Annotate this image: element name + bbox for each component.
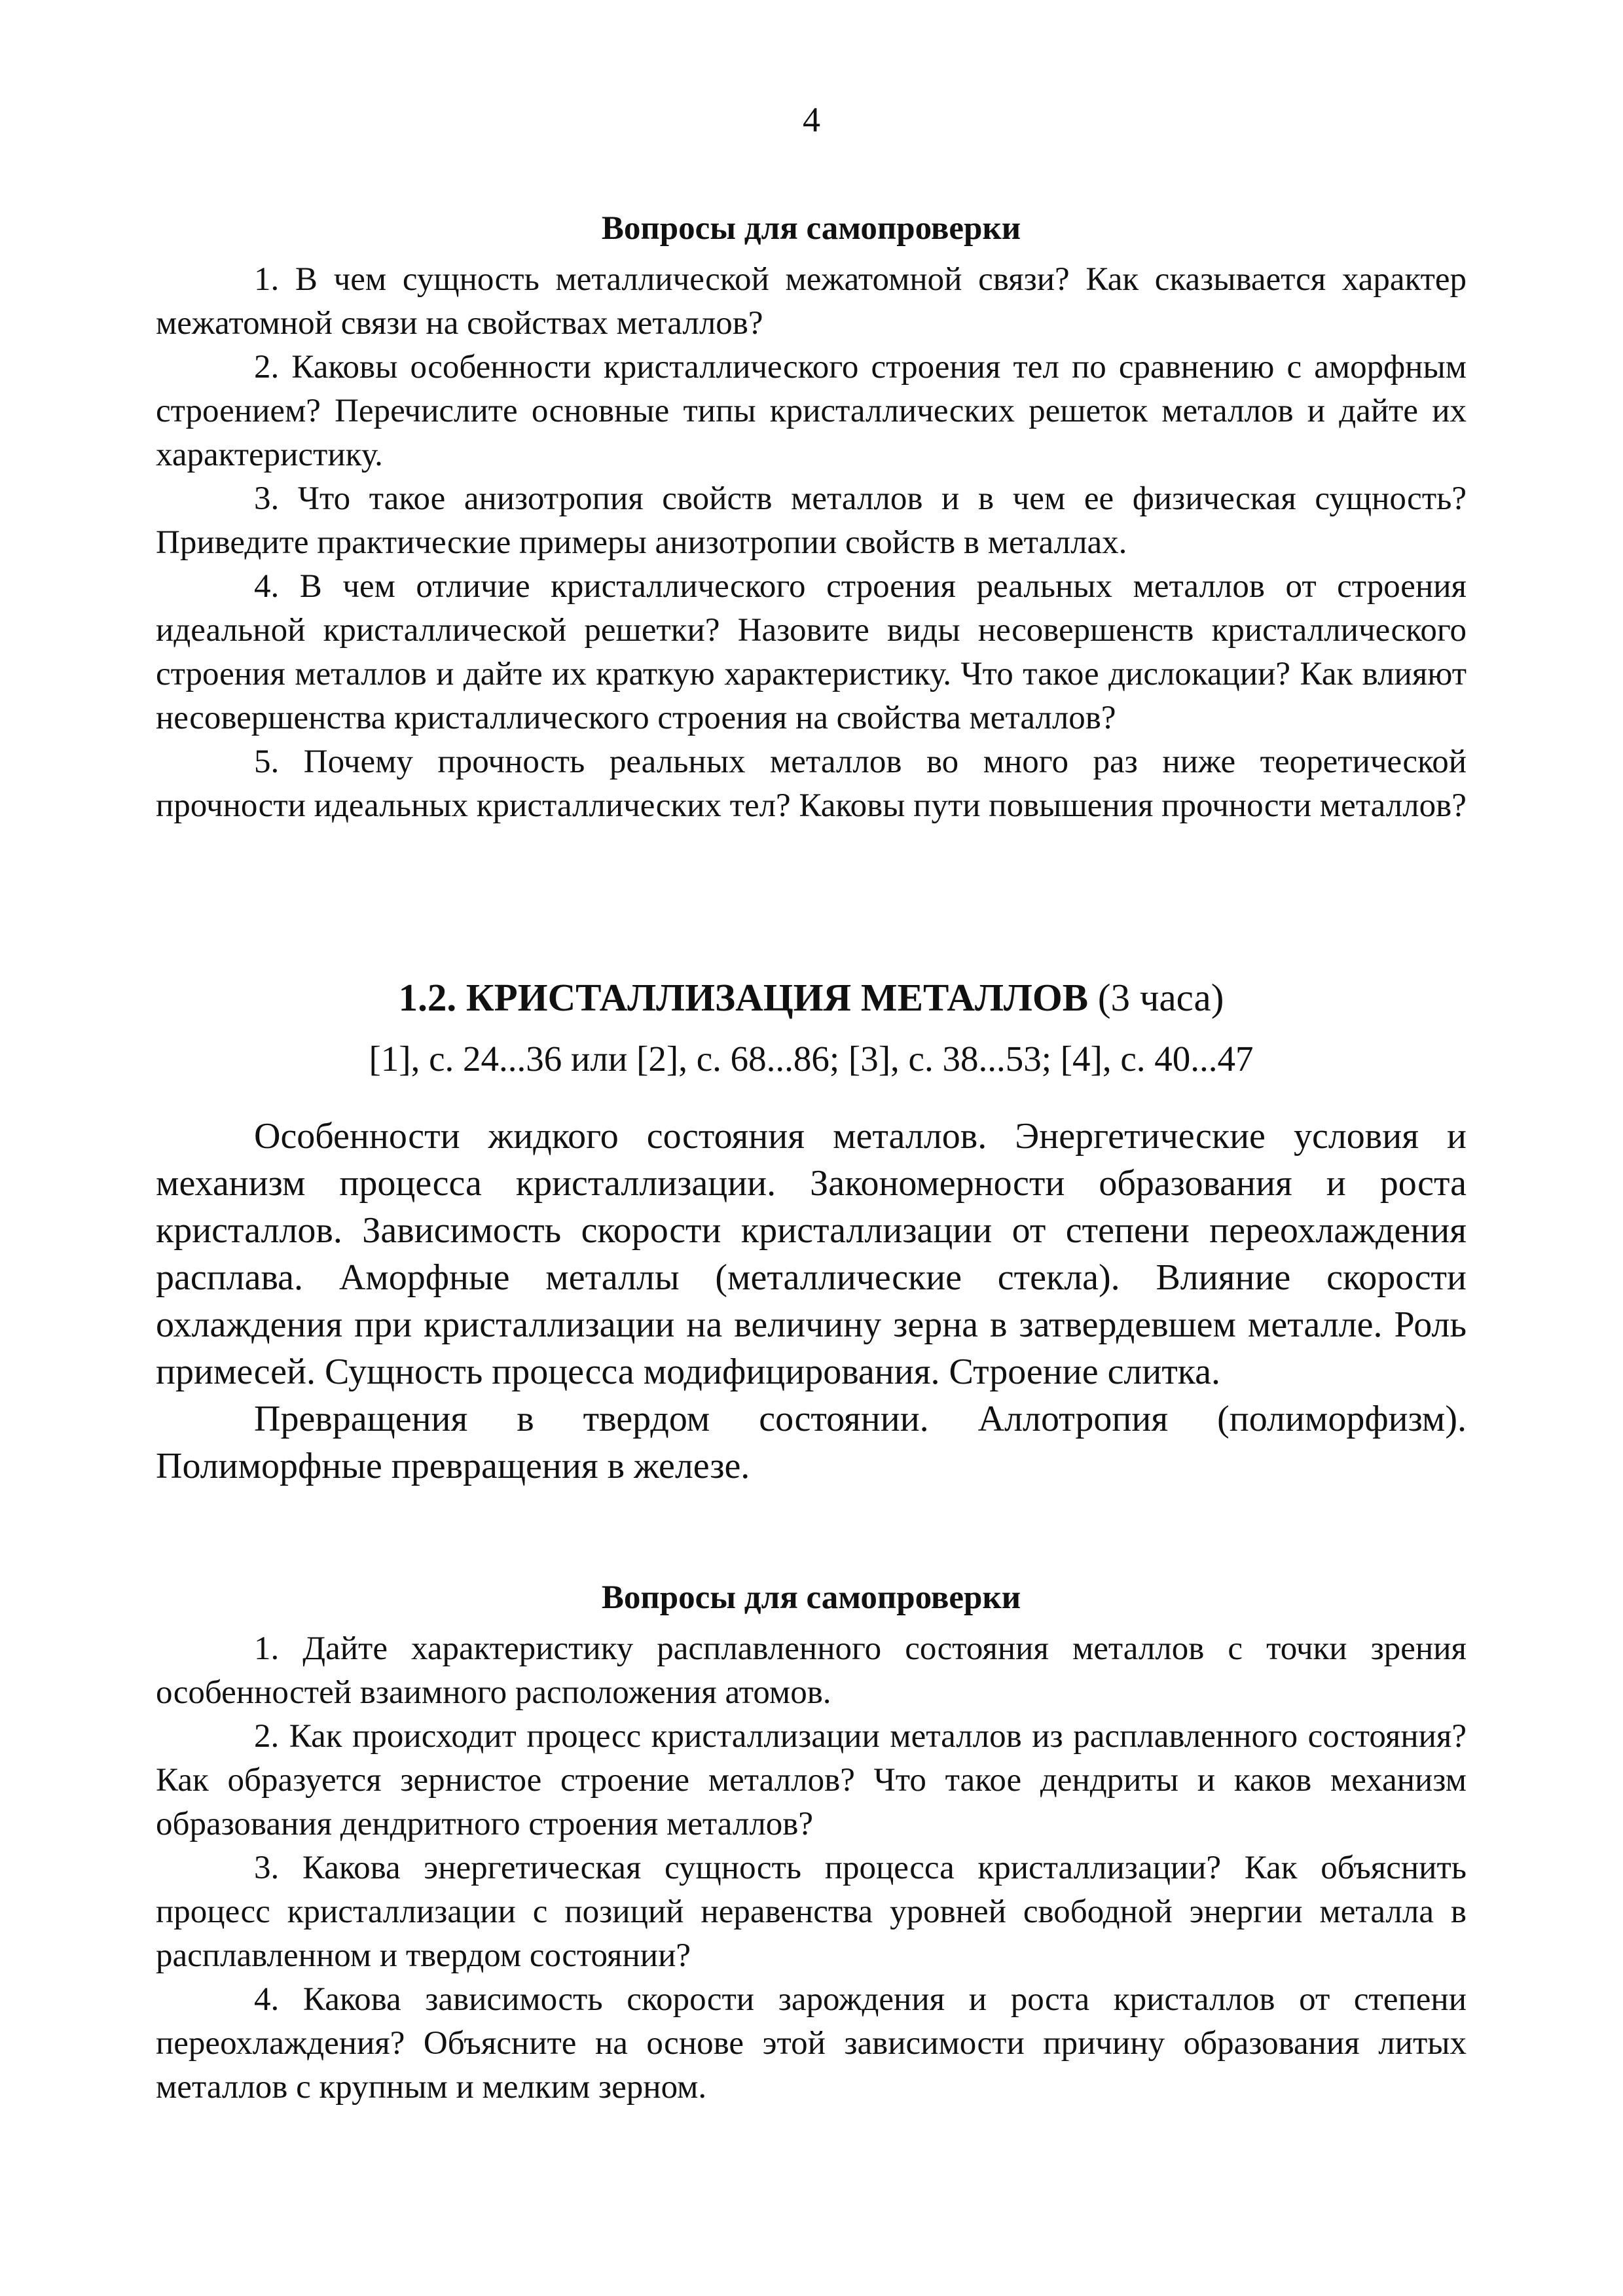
self-check-section-1: [156, 207, 1467, 828]
section-crystallization: [156, 973, 1467, 1490]
section-title: [156, 973, 1467, 1022]
body-paragraph: Особенности жидкого состояния металлов. Энергетические условия и механизм процесса кристаллизации. Закономерности образования и роста кристаллов. Зависимость скорости кристаллизации от степени переохлаждения расплава. Аморфные металлы (металлические стекла). Влияние скорости охлаждения при кристаллизации на величину зерна в затвердевшем металле. Роль примесей. Сущность процесса модифицирования. Строение слитка.: [156, 1116, 1467, 1392]
question-item: 4. Какова зависимость скорости зарождения и роста кристаллов от степени переохлаждения? Объясните на основе этой зависимости причину образования литых металлов с крупным и мелким зерном.: [156, 1981, 1467, 2106]
question-item: 4. В чем отличие кристаллического строения реальных металлов от строения идеальной кристаллической решетки? Назовите виды несовершенств кристаллического строения металлов и дайте их краткую характеристику. Что такое дислокации? Как влияют несовершенства кристаллического строения на свойства металлов?: [156, 568, 1467, 736]
question-item: 3. Что такое анизотропия свойств металлов и в чем ее физическая сущность? Приведите практические примеры анизотропии свойств в металлах.: [156, 480, 1467, 561]
self-check-questions-2: [156, 1627, 1467, 2109]
self-check-section-2: [156, 1576, 1467, 2109]
section-body: [156, 1113, 1467, 1490]
page-number: 4: [803, 100, 820, 139]
question-item: 2. Как происходит процесс кристаллизации металлов из расплавленного состояния? Как образуется зернистое строение металлов? Что такое дендриты и каков механизм образования дендритного строения металлов?: [156, 1718, 1467, 1842]
question-item: 2. Каковы особенности кристаллического строения тел по сравнению с аморфным строением? Перечислите основные типы кристаллических решеток металлов и дайте их характеристику.: [156, 349, 1467, 473]
section-references: [1], с. 24...36 или [2], с. 68...86; [3], с. 38...53; [4], с. 40...47: [369, 1039, 1254, 1079]
self-check-questions-1: [156, 258, 1467, 828]
question-item: 5. Почему прочность реальных металлов во много раз ниже теоретической прочности идеальных кристаллических тел? Каковы пути повышения прочности металлов?: [156, 744, 1467, 824]
self-check-heading-2: Вопросы для самопроверки: [601, 1579, 1021, 1616]
section-title-hours: (3 часа): [1097, 976, 1224, 1019]
question-item: 1. Дайте характеристику расплавленного состояния металлов с точки зрения особенностей взаимного расположения атомов.: [156, 1630, 1467, 1711]
self-check-heading-1: Вопросы для самопроверки: [601, 210, 1021, 247]
question-item: 3. Какова энергетическая сущность процесса кристаллизации? Как объяснить процесс кристаллизации с позиций неравенства уровней свободной энергии металла в расплавленном и твердом состоянии?: [156, 1850, 1467, 1974]
body-paragraph: Превращения в твердом состоянии. Аллотропия (полиморфизм). Полиморфные превращения в железе.: [156, 1399, 1467, 1486]
question-item: 1. В чем сущность металлической межатомной связи? Как сказывается характер межатомной связи на свойствах металлов?: [156, 261, 1467, 342]
section-title-main: 1.2. КРИСТАЛЛИЗАЦИЯ МЕТАЛЛОВ: [398, 976, 1089, 1019]
